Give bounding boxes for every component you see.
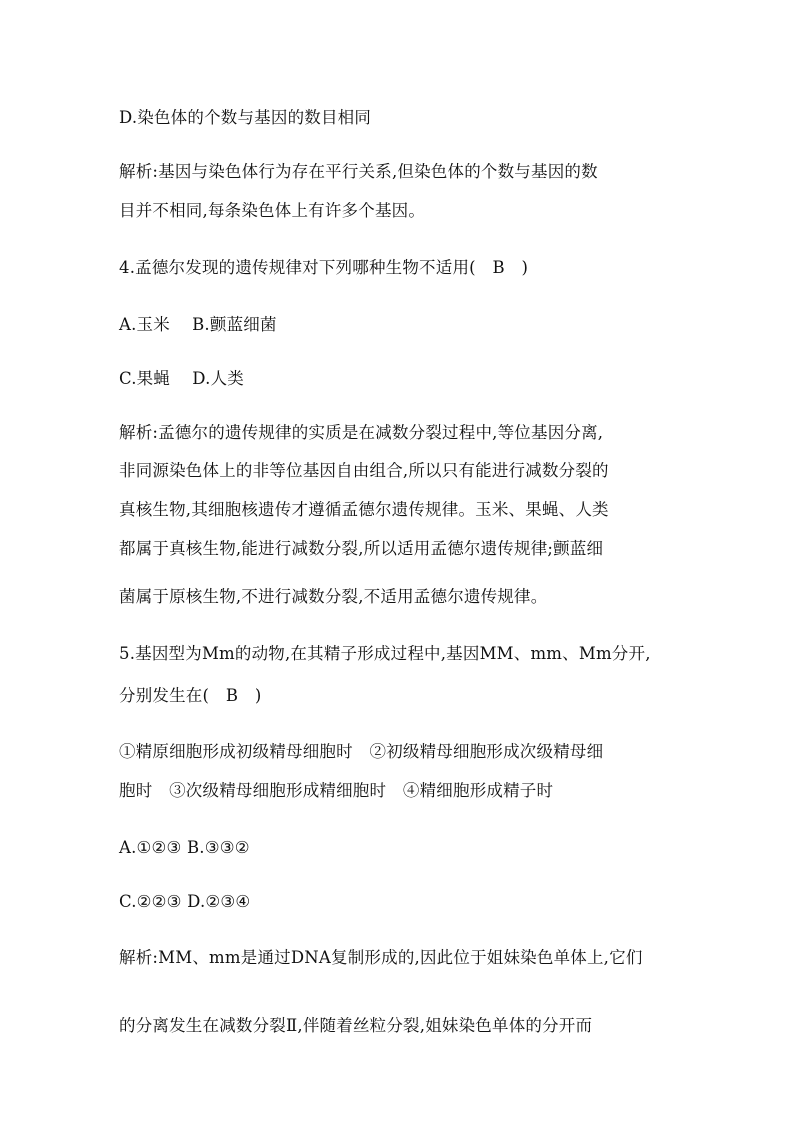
analysis-q4-line-2: 非同源染色体上的非等位基因自由组合,所以只有能进行减数分裂的 — [119, 461, 609, 480]
analysis-q4-line-1: 解析:孟德尔的遗传规律的实质是在减数分裂过程中,等位基因分离, — [119, 423, 604, 442]
question-5-items-line-1: ①精原细胞形成初级精母细胞时 ②初级精母细胞形成次级精母细 — [119, 742, 604, 761]
options-q4-ab: A.玉米 B.颤蓝细菌 — [119, 315, 277, 334]
analysis-q3-line-1: 解析:基因与染色体行为存在平行关系,但染色体的个数与基因的数 — [119, 162, 598, 181]
analysis-q4-line-3: 真核生物,其细胞核遗传才遵循孟德尔遗传规律。玉米、果蝇、人类 — [119, 500, 609, 519]
question-4: 4.孟德尔发现的遗传规律对下列哪种生物不适用( B ) — [119, 258, 529, 277]
analysis-q5-line-1: 解析:MM、mm是通过DNA复制形成的,因此位于姐妹染色单体上,它们 — [119, 948, 643, 967]
question-5-items-line-2: 胞时 ③次级精母细胞形成精细胞时 ④精细胞形成精子时 — [119, 781, 554, 800]
question-5-line-2: 分别发生在( B ) — [119, 686, 262, 705]
option-d-q3: D.染色体的个数与基因的数目相同 — [119, 108, 372, 127]
analysis-q5-line-2: 的分离发生在减数分裂Ⅱ,伴随着丝粒分裂,姐妹染色单体的分开而 — [119, 1016, 593, 1035]
analysis-q3-line-2: 目并不相同,每条染色体上有许多个基因。 — [119, 201, 426, 220]
question-5-line-1: 5.基因型为Mm的动物,在其精子形成过程中,基因MM、mm、Mm分开, — [119, 644, 651, 663]
analysis-q4-line-5: 菌属于原核生物,不进行减数分裂,不适用孟德尔遗传规律。 — [119, 587, 548, 606]
analysis-q4-line-4: 都属于真核生物,能进行减数分裂,所以适用孟德尔遗传规律;颤蓝细 — [119, 539, 604, 558]
options-q5-cd: C.②②③ D.②③④ — [119, 892, 251, 911]
options-q4-cd: C.果蝇 D.人类 — [119, 369, 244, 388]
options-q5-ab: A.①②③ B.③③② — [119, 838, 250, 857]
